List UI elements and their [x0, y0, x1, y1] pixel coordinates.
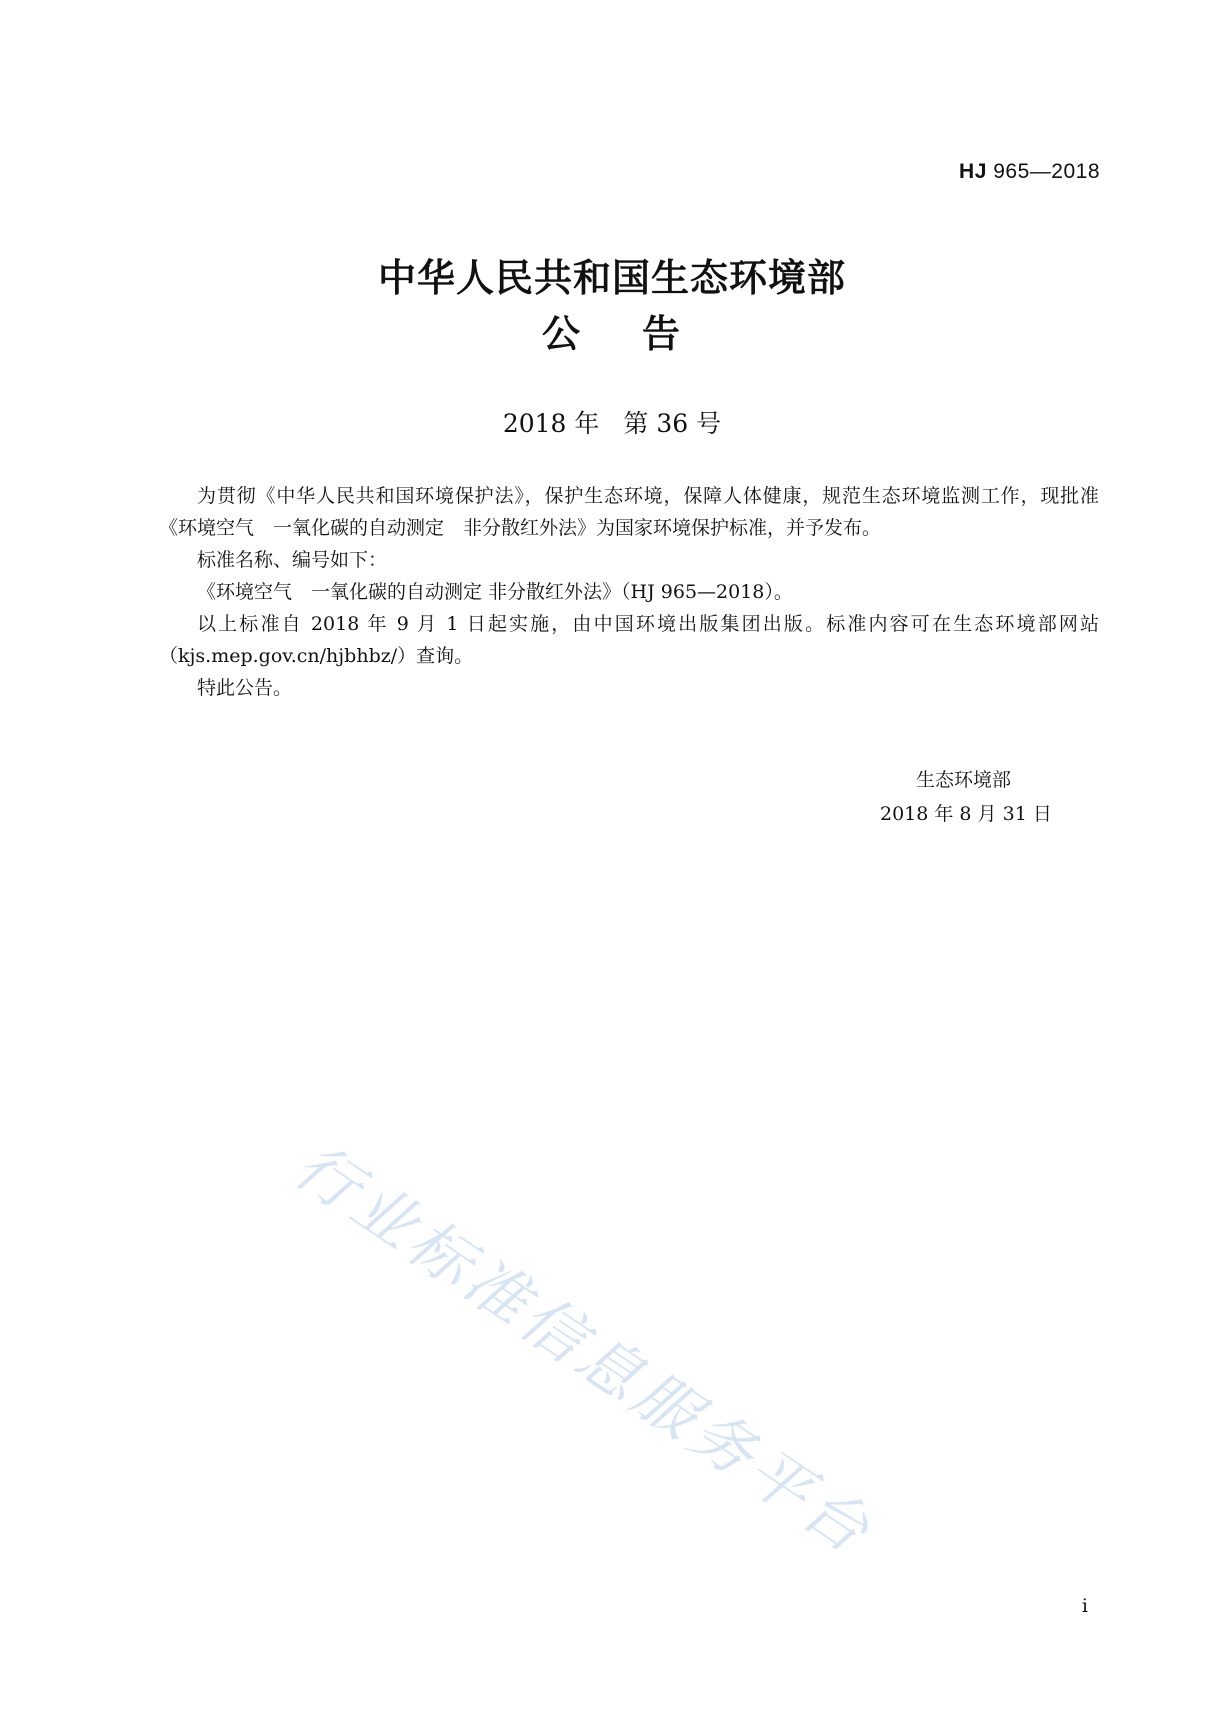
notice-title-char-2: 告: [642, 312, 683, 356]
signature-org: 生态环境部: [916, 769, 1012, 791]
page-number: i: [1081, 1595, 1088, 1617]
ministry-title: 中华人民共和国生态环境部: [377, 256, 846, 300]
body-paragraph: 为贯彻《中华人民共和国环境保护法》，保护生态环境，保障人体健康，规范生态环境监测工作，现批准《环境空气 一氧化碳的自动测定 非分散红外法》为国家环境保护标准，并予发布。: [159, 485, 1099, 539]
signature-block: [880, 763, 1100, 831]
body-paragraph: 特此公告。: [197, 677, 293, 699]
issue-year: 2018 年: [502, 409, 600, 438]
body-paragraph: 以上标准自 2018 年 9 月 1 日起实施，由中国环境出版集团出版。标准内容可在生态环境部网站（kjs.mep.gov.cn/hjbhbz/）查询。: [159, 613, 1099, 667]
signature-date: 2018 年 8 月 31 日: [880, 803, 1052, 825]
issue-number: [0, 404, 1224, 440]
notice-body: [159, 480, 1099, 704]
standard-code-number: 965—2018: [986, 160, 1100, 183]
standard-code: [959, 160, 1100, 184]
title-block: [0, 250, 1224, 362]
body-paragraph: 标准名称、编号如下：: [197, 549, 388, 571]
body-paragraph: 《环境空气 一氧化碳的自动测定 非分散红外法》（HJ 965—2018）。: [197, 581, 793, 603]
notice-title-char-1: 公: [541, 312, 582, 356]
standard-code-prefix: HJ: [959, 160, 987, 183]
watermark: 行业标准信息服务平台: [281, 1128, 887, 1570]
issue-num: 第 36 号: [623, 409, 722, 438]
notice-title: [0, 306, 1224, 362]
